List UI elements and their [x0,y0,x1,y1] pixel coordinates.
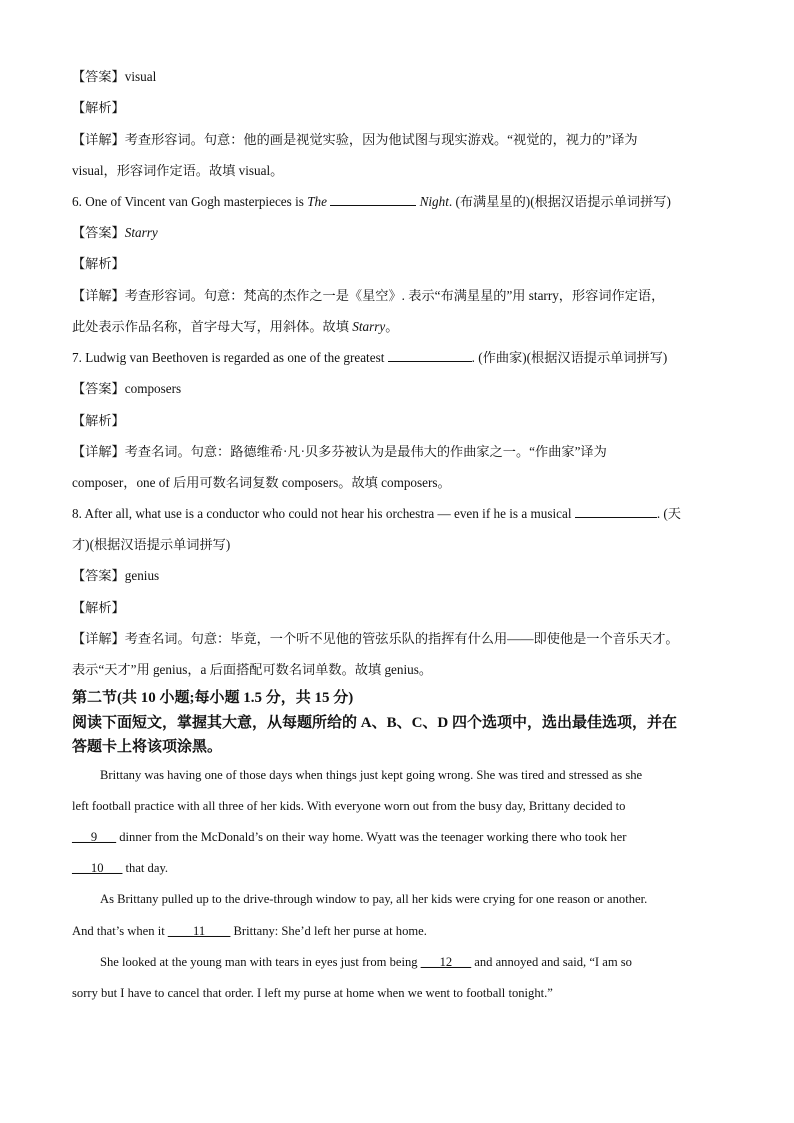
q5-detail-line2: visual，形容词作定语。故填 visual。 [72,163,284,178]
q7-analysis-tag: 【解析】 [72,413,125,428]
q7-detail-line2: composer，one of 后用可数名词复数 composers。故填 composers。 [72,475,451,490]
q5-answer: 【答案】visual [72,69,157,84]
q7-detail-line1: 【详解】考查名词。句意：路德维希·凡·贝多芬被认为是最伟大的作曲家之一。“作曲家”译为 [72,444,607,459]
section-title: 第二节(共 10 小题;每小题 1.5 分，共 15 分) [72,690,354,706]
passage-p1-line2: left football practice with all three of her kids. With everyone worn out from the busy day, Brittany decided to [72,799,626,813]
passage-p2-line1: As Brittany pulled up to the drive-through window to pay, all her kids were crying for one reason or another. [100,892,648,906]
q7-question: 7. Ludwig van Beethoven is regarded as one of the greatest . (作曲家)(根据汉语提示单词拼写) [72,350,668,365]
passage-p1-line1: Brittany was having one of those days when things just kept going wrong. She was tired and stressed as she [100,768,643,782]
section-instructions-line2: 答题卡上将该项涂黑。 [72,739,223,755]
blank-11: ____11____ [167,924,231,938]
q6-blank [330,193,416,206]
passage-p3-line2: sorry but I have to cancel that order. I left my purse at home when we went to football tonight.” [72,986,553,1000]
q6-question: 6. One of Vincent van Gogh masterpieces is The Night. (布满星星的)(根据汉语提示单词拼写) [72,194,671,209]
blank-12: ___12___ [420,955,472,969]
q5-detail-line1: 【详解】考查形容词。句意：他的画是视觉实验，因为他试图与现实游戏。“视觉的，视力的”译为 [72,132,638,147]
q7-blank [388,349,472,362]
passage-p2-line2: And that’s when it ____11____ Brittany: She’d left her purse at home. [72,924,427,938]
blank-10: ___10___ [72,861,123,875]
q8-question-line2: 才)(根据汉语提示单词拼写) [72,537,231,552]
q7-answer: 【答案】composers [72,381,182,396]
q8-answer: 【答案】genius [72,568,160,583]
q6-detail-line1: 【详解】考查形容词。句意：梵高的杰作之一是《星空》. 表示“布满星星的”用 starry，形容词作定语， [72,288,665,303]
q8-detail-line2: 表示“天才”用 genius，a 后面搭配可数名词单数。故填 genius。 [72,662,433,677]
q6-answer: 【答案】Starry [72,225,158,240]
blank-9: ___9___ [72,830,117,844]
q8-question-line1: 8. After all, what use is a conductor who could not hear his orchestra — even if he is a musical . (天 [72,506,681,521]
q8-blank [575,505,657,518]
passage-p1-line4: ___10___ that day. [72,861,169,875]
passage-p3-line1: She looked at the young man with tears in eyes just from being ___12___ and annoyed and said, “I am so [100,955,632,969]
passage-p1-line3: ___9___ dinner from the McDonald’s on their way home. Wyatt was the teenager working there who took her [72,830,627,844]
section-instructions-line1: 阅读下面短文，掌握其大意，从每题所给的 A、B、C、D 四个选项中，选出最佳选项，并在 [72,715,678,731]
q8-detail-line1: 【详解】考查名词。句意：毕竟，一个听不见他的管弦乐队的指挥有什么用——即使他是一个音乐天才。 [72,631,679,646]
q6-detail-line2: 此处表示作品名称，首字母大写，用斜体。故填 Starry。 [72,319,399,334]
q8-analysis-tag: 【解析】 [72,600,125,615]
q5-analysis-tag: 【解析】 [72,100,125,115]
q6-analysis-tag: 【解析】 [72,256,125,271]
